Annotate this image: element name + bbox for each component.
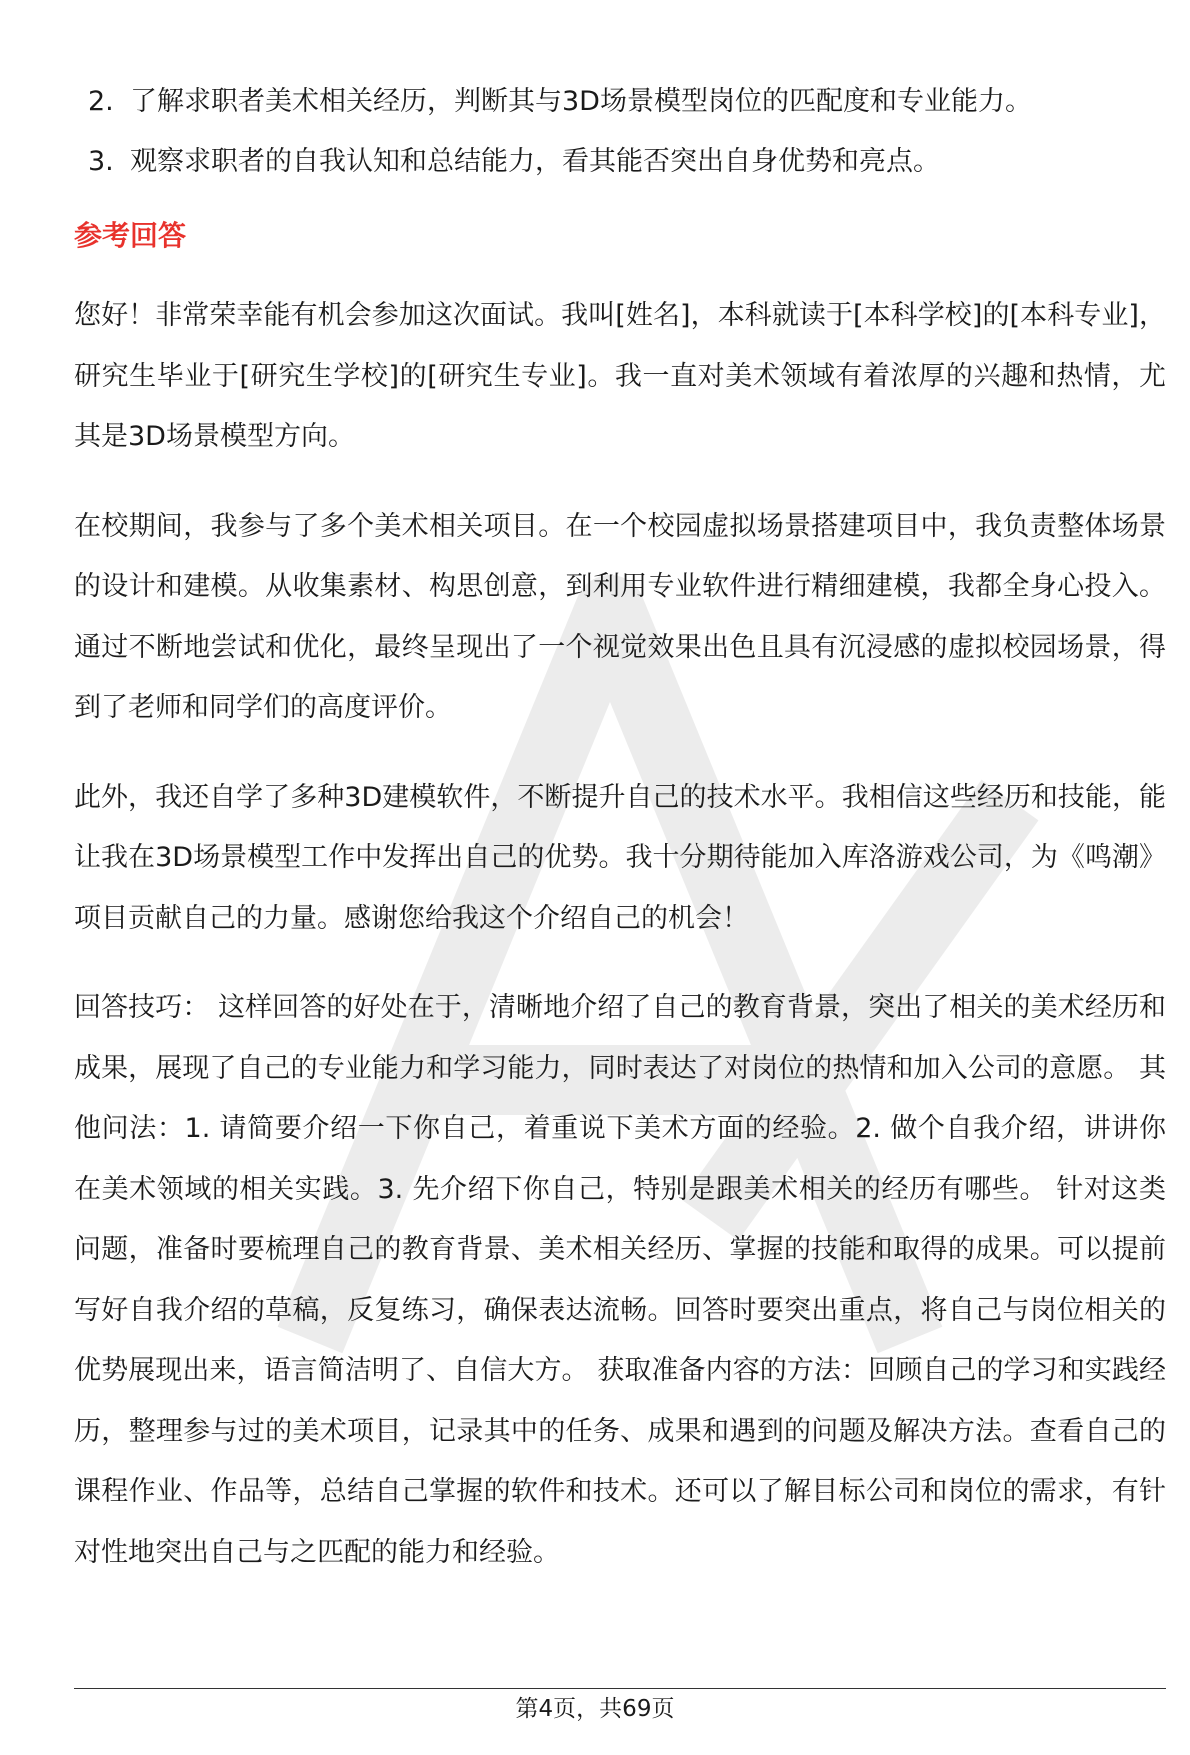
list-item bbox=[88, 72, 1148, 132]
paragraph-skills: 此外，我还自学了多种3D建模软件，不断提升自己的技术水平。我相信这些经历和技能，能让我在3D场景模型工作中发挥出自己的优势。我十分期待能加入库洛游戏公司，为《鸣潮》项目贡献自己的力量。感谢您给我这个介绍自己的机会！ bbox=[74, 781, 1166, 934]
footer-divider bbox=[74, 1688, 1166, 1689]
answer-body bbox=[74, 286, 1166, 1612]
section-heading: 参考回答 bbox=[74, 219, 187, 252]
numbered-list bbox=[88, 72, 1148, 192]
paragraph-tips: 回答技巧： 这样回答的好处在于，清晰地介绍了自己的教育背景，突出了相关的美术经历和成果，展现了自己的专业能力和学习能力，同时表达了对岗位的热情和加入公司的意愿。 其他问法：1. 请简要介绍一下你自己，着重说下美术方面的经验。2. 做个自我介绍，讲讲你在美术领域的相关实践。3. 先介绍下你自己，特别是跟美术相关的经历有哪些。 针对这类问题，准备时要梳理自己的教育背景、美术相关经历、掌握的技能和取得的成果。可以提前写好自我介绍的草稿，反复练习，确保表达流畅。回答时要突出重点，将自己与岗位相关的优势展现出来，语言简洁明了、自信大方。 获取准备内容的方法：回顾自己的学习和实践经历，整理参与过的美术项目，记录其中的任务、成果和遇到的问题及解决方法。查看自己的课程作业、作品等，总结自己掌握的软件和技术。还可以了解目标公司和岗位的需求，有针对性地突出自己与之匹配的能力和经验。 bbox=[74, 992, 1166, 1568]
page-number: 第4页，共69页 bbox=[515, 1696, 675, 1722]
paragraph-school-project: 在校期间，我参与了多个美术相关项目。在一个校园虚拟场景搭建项目中，我负责整体场景的设计和建模。从收集素材、构思创意，到利用专业软件进行精细建模，我都全身心投入。通过不断地尝试和优化，最终呈现出了一个视觉效果出色且具有沉浸感的虚拟校园场景，得到了老师和同学们的高度评价。 bbox=[74, 510, 1166, 723]
list-text: 了解求职者美术相关经历，判断其与3D场景模型岗位的匹配度和专业能力。 bbox=[130, 86, 1032, 117]
list-number: 3. bbox=[88, 146, 114, 177]
paragraph-intro: 您好！非常荣幸能有机会参加这次面试。我叫[姓名]，本科就读于[本科学校]的[本科专业]，研究生毕业于[研究生学校]的[研究生专业]。我一直对美术领域有着浓厚的兴趣和热情，尤其是3D场景模型方向。 bbox=[74, 300, 1166, 452]
list-text: 观察求职者的自我认知和总结能力，看其能否突出自身优势和亮点。 bbox=[130, 146, 940, 177]
list-number: 2. bbox=[88, 86, 114, 117]
list-item bbox=[88, 132, 1148, 192]
